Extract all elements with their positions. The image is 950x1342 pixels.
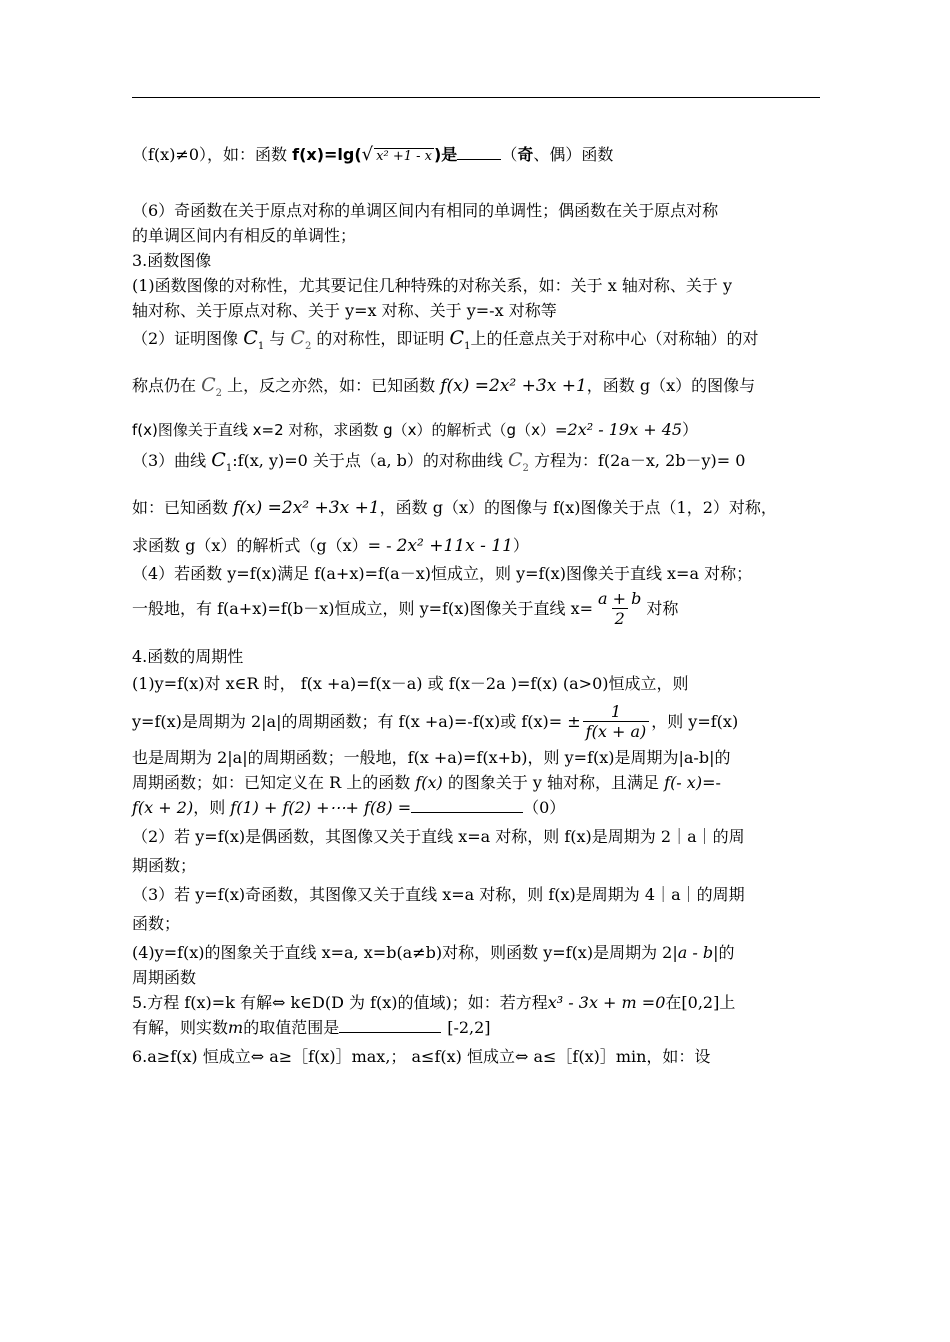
para-symmetry-3-example	[132, 485, 820, 531]
para-symmetry-3	[132, 443, 820, 486]
section-heading-graph: 3.函数图像	[132, 251, 212, 270]
section-heading-period: 4.函数的周期性	[132, 647, 244, 667]
answer-blank	[457, 159, 501, 160]
text: 求函数 g（x）的解析式（g（x）= -	[132, 536, 397, 556]
para-period-2-cont: 期函数；	[132, 856, 197, 876]
para-period-3-cont: 函数；	[132, 914, 181, 934]
answer-text: [-2,2]	[447, 1018, 491, 1038]
denominator: 2	[612, 608, 628, 629]
text: 的图象关于 y 轴对称，且满足	[442, 773, 665, 793]
curve-c2	[201, 362, 222, 417]
formula: |a - b|	[672, 943, 719, 963]
answer-odd: 奇	[517, 145, 534, 164]
text: 在	[665, 993, 682, 1013]
formula: x³ - 3x + m =0	[547, 993, 666, 1013]
curve-c2	[290, 323, 311, 362]
text: ，则	[193, 798, 231, 818]
curve-c2	[508, 443, 529, 486]
para-symmetry-2-cont	[132, 362, 820, 417]
para-odd-even: （6）奇函数在关于原点对称的单调区间内有相同的单调性；偶函数在关于原点对称	[132, 201, 719, 220]
formula-interval: [0,2]	[681, 993, 720, 1013]
denominator: f(x + a)	[583, 721, 650, 742]
fraction-1-over-f	[583, 703, 650, 742]
text: 方程为：f(2a－x, 2b－y)= 0	[533, 450, 746, 470]
c1-sub: 1	[464, 340, 471, 352]
line-lg-example	[132, 132, 820, 180]
para-period-1-cont	[132, 699, 820, 745]
formula: f(x) =2x² +3x +1	[440, 375, 587, 396]
document-body	[132, 132, 820, 1069]
text: ，则 y=f(x)	[651, 712, 739, 732]
text: f(x)图像关于直线 x=2 对称，求函数 g（x）的解析式（g（x）=	[132, 420, 568, 439]
text: 一般地，有 f(a+x)=f(b－x)恒成立，则 y=f(x)图像关于直线 x=	[132, 599, 594, 619]
text: 、偶）函数	[533, 145, 614, 164]
para-symmetry-4: （4）若函数 y=f(x)满足 f(a+x)=f(a－x)恒成立，则 y=f(x)图像关于直线 x=a 对称；	[132, 564, 753, 584]
para-period-4-cont: 周期函数	[132, 968, 197, 988]
text: ）	[512, 536, 529, 556]
text: :f(x, y)=0 关于点（a, b）的对称曲线	[232, 450, 503, 470]
text: ，函数 g（x）的图像与 f(x)图像关于点（1，2）对称，	[379, 498, 777, 518]
curve-c1	[211, 443, 232, 486]
para-period-example-cont	[132, 795, 820, 820]
para-inequality: 6.a≥f(x) 恒成立⇔ a≥［f(x)］max,； a≤f(x) 恒成立⇔ a≤［f(x)］min，如：设	[132, 1047, 711, 1067]
para-symmetry-3-answer	[132, 531, 820, 561]
text: 上，反之亦然，如：已知函数	[227, 375, 436, 395]
para-symmetry-2-answer	[132, 417, 820, 443]
para-symmetry-4-general	[132, 586, 820, 632]
text: 的	[718, 943, 735, 963]
para-period-3: （3）若 y=f(x)奇函数，其图像又关于直线 x=a 对称，则 f(x)是周期为 4｜a｜的周期	[132, 885, 745, 905]
text: =-	[702, 773, 721, 793]
c2-sub: 2	[304, 340, 312, 352]
answer-text: （0）	[523, 798, 566, 818]
para-equation-solution	[132, 990, 820, 1015]
formula-sum: f(1) + f(2) +⋯+ f(8) =	[230, 798, 412, 818]
numerator: 1	[610, 702, 622, 722]
para-period-1: (1)y=f(x)对 x∈R 时， f(x +a)=f(x－a) 或 f(x－2a )=f(x) (a>0)恒成立，则	[132, 674, 689, 694]
c2-letter: C	[201, 373, 216, 396]
text: 如：已知函数	[132, 498, 229, 518]
text: （	[501, 145, 518, 164]
para-odd-even-cont: 的单调区间内有相反的单调性；	[132, 226, 357, 245]
text: y=f(x)是周期为 2|a|的周期函数；有 f(x +a)=-f(x)或 f(x)= ±	[132, 712, 581, 732]
text: 的对称性，即证明	[316, 329, 445, 348]
para-period-example	[132, 770, 820, 795]
numerator: a + b	[598, 589, 642, 609]
text: 5.方程 f(x)=k 有解⇔ k∈D(D 为 f(x)的值域)；如：若方程	[132, 993, 548, 1013]
text: ，函数 g（x）的图像与	[586, 375, 756, 395]
text: 有解，则实数	[132, 1018, 229, 1038]
text: )是	[433, 145, 458, 164]
answer-blank	[411, 812, 523, 813]
text: 对称	[646, 599, 679, 619]
answer-formula: 2x² - 19x + 45	[567, 419, 683, 439]
c1-letter: C	[449, 327, 465, 349]
curve-c1	[450, 323, 471, 362]
text: 上的任意点关于对称中心（对称轴）的对	[470, 329, 759, 348]
fraction-a-plus-b-over-2	[595, 590, 644, 629]
c2-letter: C	[507, 448, 523, 471]
para-period-4	[132, 940, 820, 965]
text: 与	[269, 329, 286, 348]
formula: f(x)	[415, 773, 443, 793]
para-equation-range	[132, 1015, 820, 1040]
header-rule	[132, 97, 820, 98]
para-symmetry-2	[132, 323, 820, 362]
text: （f(x)≠0），如：函数	[132, 145, 293, 164]
text: 周期函数；如：已知定义在 R 上的函数	[132, 773, 416, 793]
sqrt-body: x² +1 - x	[376, 149, 432, 164]
formula: f(- x)	[664, 773, 703, 793]
text: 上	[719, 993, 736, 1013]
text: ）	[682, 419, 699, 439]
c1-letter: C	[243, 327, 258, 349]
c1-letter: C	[211, 448, 226, 471]
formula: f(x + 2)	[132, 798, 194, 818]
para-period-2: （2）若 y=f(x)是偶函数，其图像又关于直线 x=a 对称，则 f(x)是周期为 2｜a｜的周	[132, 827, 745, 847]
c1-sub: 1	[225, 462, 233, 474]
para-symmetry-1: (1)函数图像的对称性，尤其要记住几种特殊的对称关系，如：关于 x 轴对称、关于 y	[132, 276, 732, 295]
para-period-general: 也是周期为 2|a|的周期函数；一般地，f(x +a)=f(x+b)，则 y=f(x)是周期为|a-b|的	[132, 748, 731, 768]
sqrt-sign: √	[361, 144, 374, 165]
formula: f(x) =2x² +3x +1	[233, 498, 380, 519]
answer-formula: 2x² +11x - 11	[396, 536, 513, 557]
c2-sub: 2	[522, 462, 529, 474]
text: （2）证明图像	[132, 329, 239, 348]
text: （3）曲线	[132, 450, 207, 470]
para-symmetry-1-cont: 轴对称、关于原点对称、关于 y=x 对称、关于 y=-x 对称等	[132, 301, 557, 320]
formula-m: m	[228, 1018, 244, 1038]
text: 的取值范围是	[243, 1018, 340, 1038]
curve-c1	[243, 323, 264, 362]
text: (4)y=f(x)的图象关于直线 x=a, x=b(a≠b)对称，则函数 y=f(x)是周期为 2	[132, 943, 673, 963]
answer-blank	[339, 1032, 441, 1033]
c1-sub: 1	[257, 340, 265, 352]
func-text: f(x)=lg(	[292, 145, 362, 164]
c2-letter: C	[290, 327, 305, 349]
text: 称点仍在	[132, 375, 197, 395]
c2-sub: 2	[215, 387, 223, 399]
